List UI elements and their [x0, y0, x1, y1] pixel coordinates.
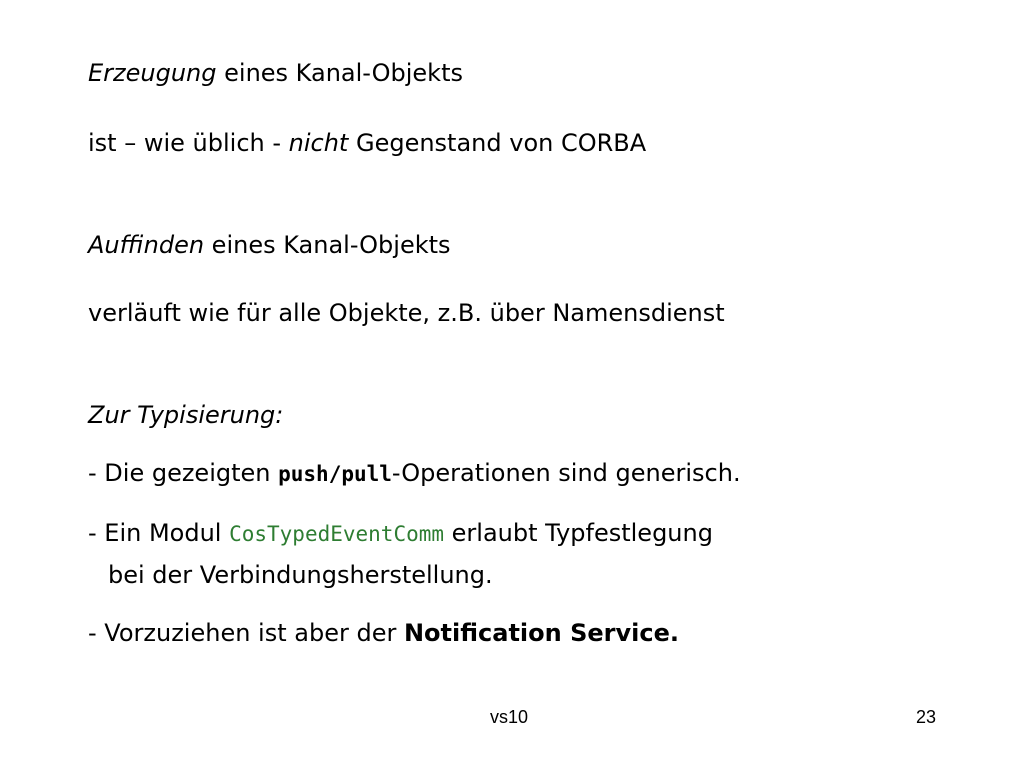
- text-namensdienst: [88, 298, 725, 328]
- footer-label: vs10: [490, 707, 529, 727]
- heading-auffinden: [88, 230, 451, 260]
- text-segment: ist – wie üblich -: [88, 129, 289, 157]
- bullet-notification-service: [88, 618, 679, 648]
- code-push-pull: push/pull: [278, 462, 392, 486]
- bullet-cos-typed: [88, 518, 713, 549]
- heading-erzeugung: [88, 58, 463, 88]
- text-corba-scope: [88, 128, 646, 158]
- code-cos-typed-event-comm: CosTypedEventComm: [229, 522, 445, 546]
- text-emphasis: nicht: [288, 129, 349, 157]
- heading-emphasis: Erzeugung: [88, 59, 217, 87]
- bullet-cos-typed-continuation: [108, 560, 493, 590]
- page-number: 23: [916, 707, 937, 727]
- text-segment: .: [669, 619, 679, 647]
- heading-text: Zur Typisierung:: [88, 401, 284, 429]
- text-segment: verläuft wie für alle Objekte, z.B. über Namensdienst: [88, 299, 725, 327]
- heading-text: eines Kanal-Objekts: [216, 59, 463, 87]
- bullet-push-pull: [88, 458, 741, 489]
- text-segment: - Ein Modul: [88, 519, 230, 547]
- text-segment: bei der Verbindungsherstellung.: [108, 561, 493, 589]
- notification-service-emphasis: Notification Service: [403, 619, 670, 647]
- text-segment: - Die gezeigten: [88, 459, 279, 487]
- text-segment: erlaubt Typfestlegung: [444, 519, 713, 547]
- heading-emphasis: Auffinden: [88, 231, 205, 259]
- text-segment: - Vorzuziehen ist aber der: [88, 619, 404, 647]
- heading-text: eines Kanal-Objekts: [204, 231, 451, 259]
- text-segment: -Operationen sind generisch.: [391, 459, 741, 487]
- heading-typisierung: [88, 400, 283, 430]
- text-segment: Gegenstand von CORBA: [348, 129, 647, 157]
